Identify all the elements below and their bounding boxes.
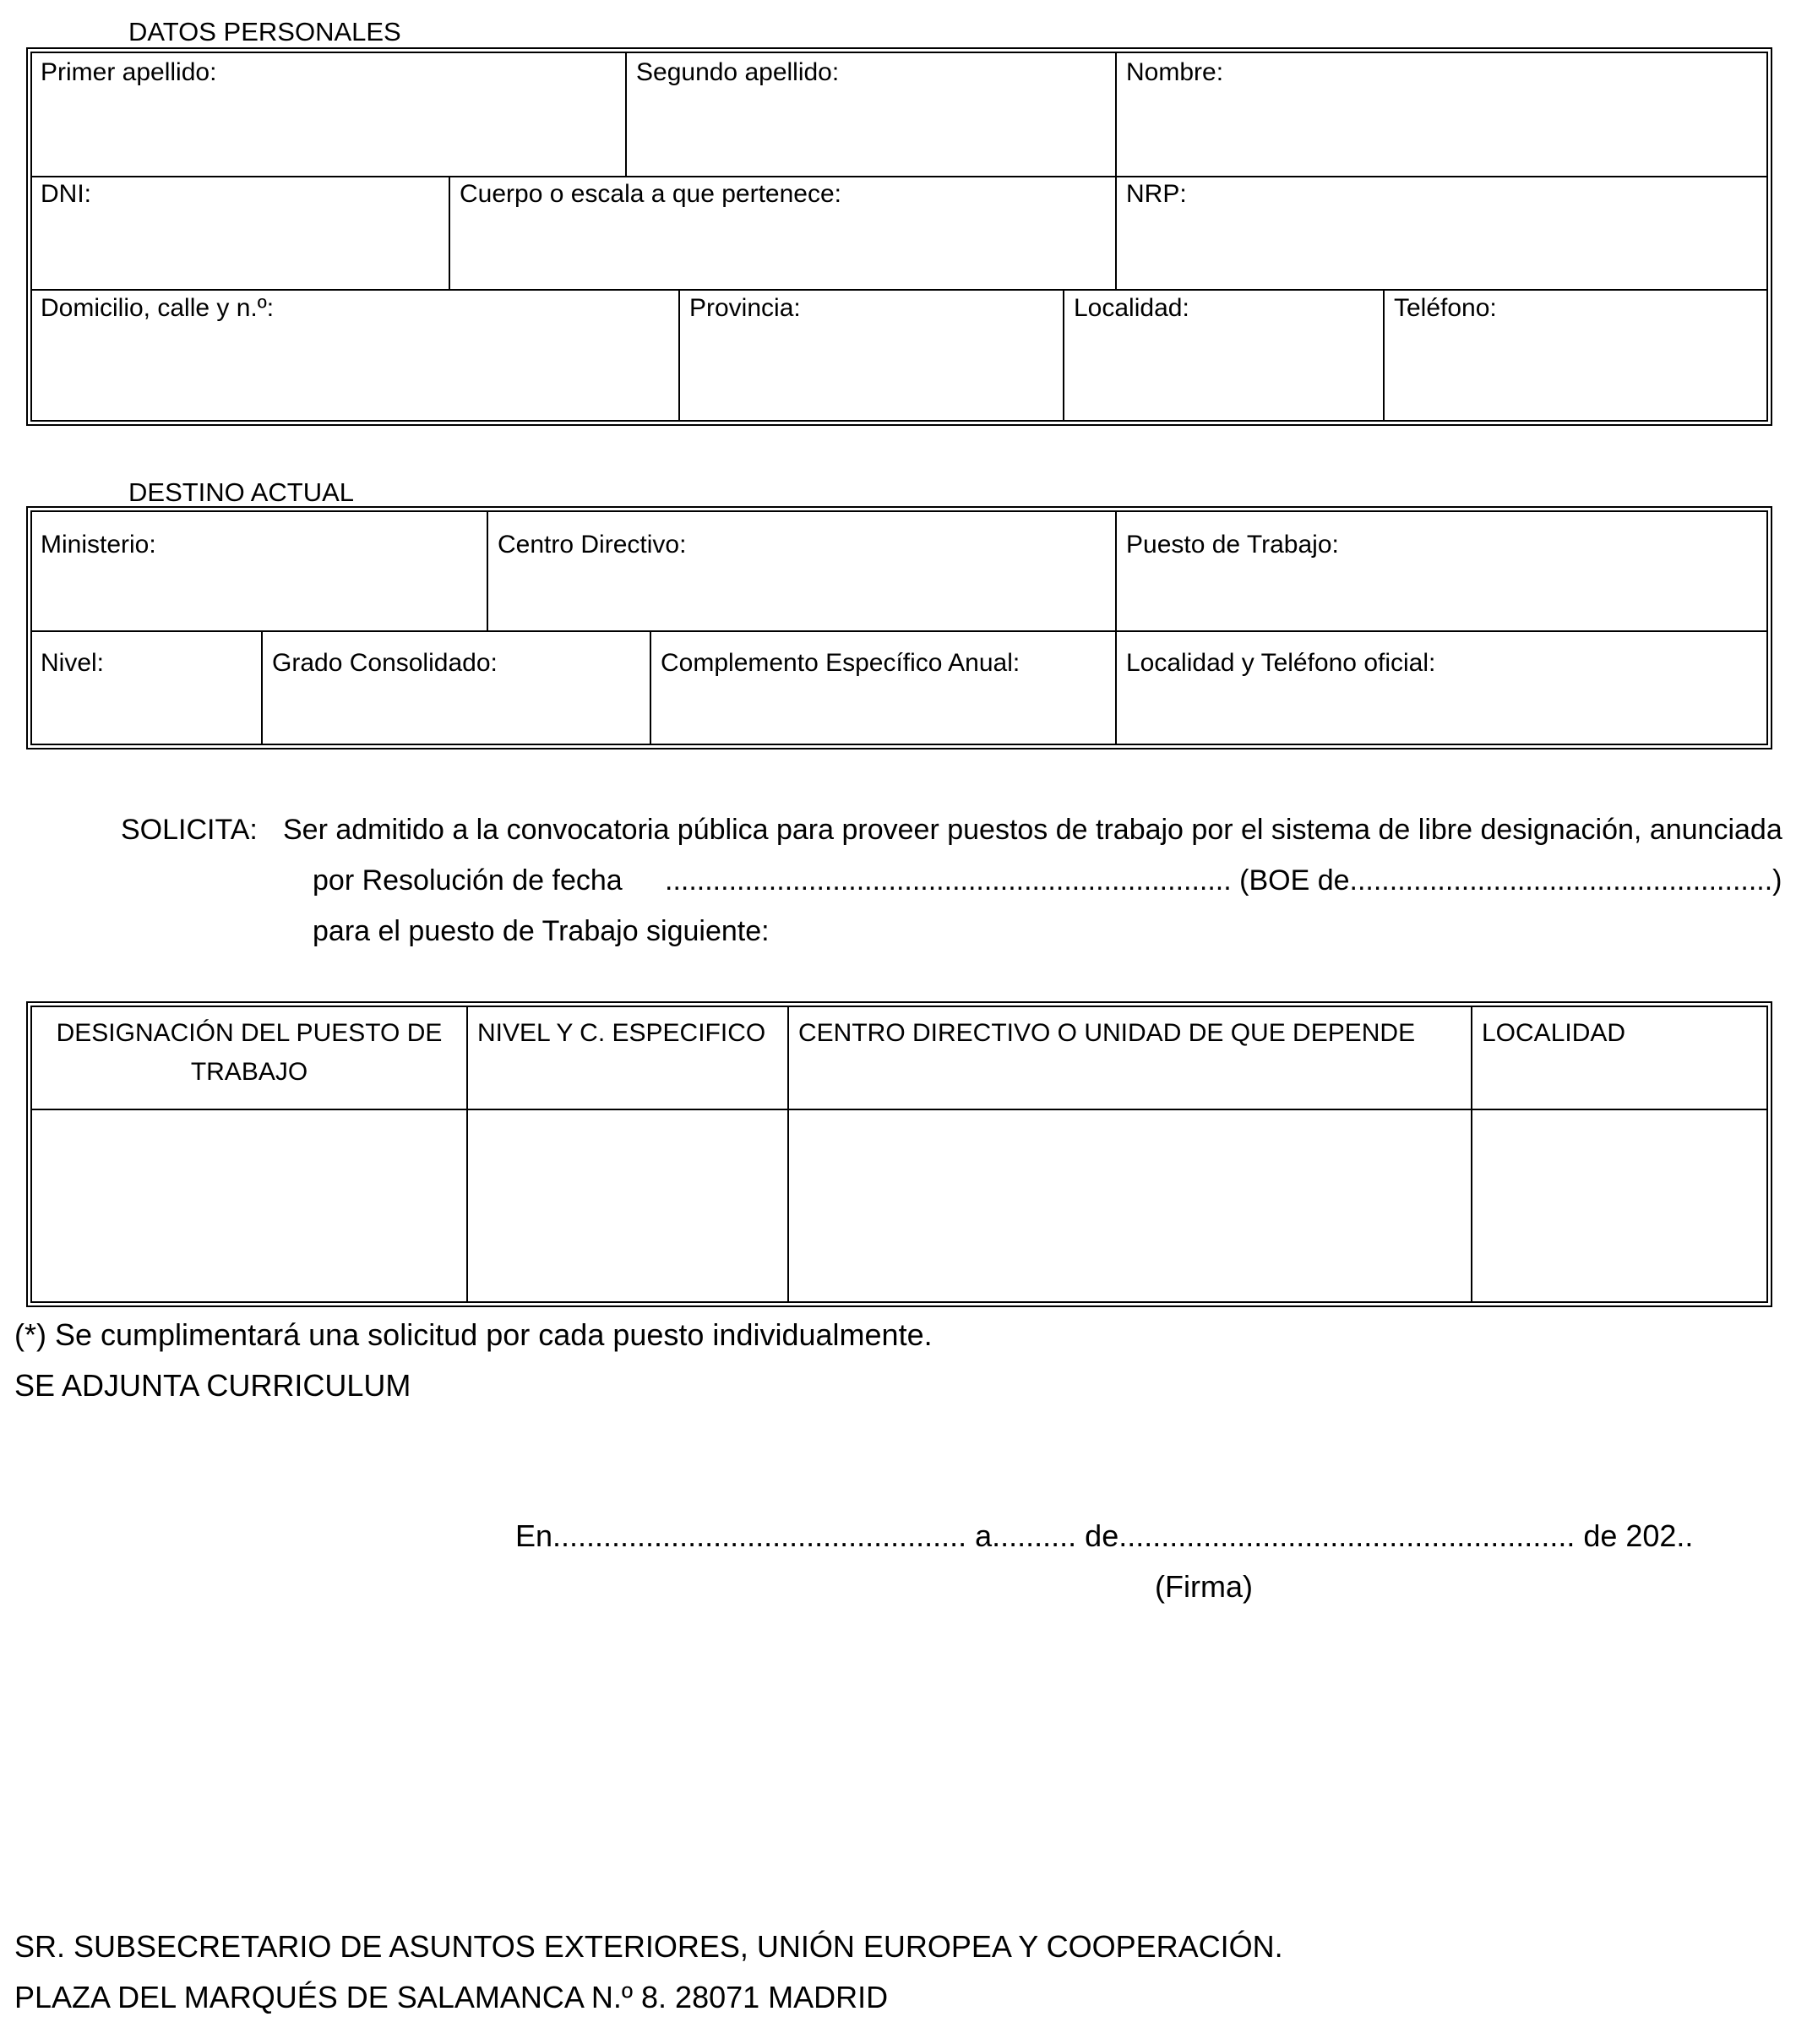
localidad-field[interactable]: Localidad: xyxy=(1074,294,1189,322)
designacion-input-cell[interactable] xyxy=(34,1112,465,1302)
nombre-field[interactable]: Nombre: xyxy=(1126,58,1224,86)
solicita-line-2b: ....................................................................... (BOE de.....................................................) xyxy=(665,864,1782,897)
col-divider xyxy=(650,630,651,744)
row-divider xyxy=(32,289,1766,291)
col-divider xyxy=(1115,176,1117,289)
col-divider xyxy=(1471,1007,1472,1301)
provincia-field[interactable]: Provincia: xyxy=(689,294,801,322)
segundo-apellido-field[interactable]: Segundo apellido: xyxy=(636,58,840,86)
nivel-field[interactable]: Nivel: xyxy=(41,649,105,677)
place-date-line[interactable]: En................................................. a.......... de...................................................... de 202.. xyxy=(515,1518,1694,1553)
header-designacion: DESIGNACIÓN DEL PUESTO DE TRABAJO xyxy=(56,1019,443,1086)
col-divider xyxy=(261,630,263,744)
solicita-line-2a: por Resolución de fecha xyxy=(313,864,623,897)
localidad-input-cell[interactable] xyxy=(1474,1112,1765,1302)
col-divider xyxy=(1115,53,1117,176)
grado-consolidado-field[interactable]: Grado Consolidado: xyxy=(272,649,498,677)
header-localidad: LOCALIDAD xyxy=(1482,1019,1626,1047)
centro-directivo-field[interactable]: Centro Directivo: xyxy=(498,531,687,559)
datos-personales-inner-border xyxy=(30,52,1768,422)
telefono-field[interactable]: Teléfono: xyxy=(1394,294,1497,322)
col-divider xyxy=(1383,289,1385,420)
solicita-line-3: para el puesto de Trabajo siguiente: xyxy=(313,915,770,947)
row-divider xyxy=(32,176,1766,177)
puesto-trabajo-field[interactable]: Puesto de Trabajo: xyxy=(1126,531,1339,559)
firma-label: (Firma) xyxy=(1155,1569,1253,1604)
datos-personales-table xyxy=(26,47,1772,426)
col-divider xyxy=(449,176,450,289)
col-divider xyxy=(625,53,627,176)
primer-apellido-field[interactable]: Primer apellido: xyxy=(41,58,217,86)
puesto-table-inner-border xyxy=(30,1006,1768,1303)
header-centro-directivo: CENTRO DIRECTIVO O UNIDAD DE QUE DEPENDE xyxy=(798,1019,1416,1047)
note-curriculum: SE ADJUNTA CURRICULUM xyxy=(14,1368,411,1403)
header-divider xyxy=(32,1109,1766,1110)
destinatario-line-1: SR. SUBSECRETARIO DE ASUNTOS EXTERIORES, UNIÓN EUROPEA Y COOPERACIÓN. xyxy=(14,1929,1283,1964)
destino-actual-table xyxy=(26,506,1772,749)
nivel-input-cell[interactable] xyxy=(470,1112,786,1302)
localidad-telefono-oficial-field[interactable]: Localidad y Teléfono oficial: xyxy=(1126,649,1436,677)
col-divider xyxy=(1115,512,1117,630)
col-divider xyxy=(678,289,680,420)
col-divider xyxy=(487,512,488,630)
puesto-table xyxy=(26,1001,1772,1307)
solicita-line-1: Ser admitido a la convocatoria pública para proveer puestos de trabajo por el sistema de libre designación, anunciada xyxy=(283,814,1782,846)
datos-personales-title: DATOS PERSONALES xyxy=(128,17,401,46)
destinatario-line-2: PLAZA DEL MARQUÉS DE SALAMANCA N.º 8. 28071 MADRID xyxy=(14,1980,889,2014)
dni-field[interactable]: DNI: xyxy=(41,180,91,208)
centro-input-cell[interactable] xyxy=(791,1112,1469,1302)
header-nivel-c-especifico: NIVEL Y C. ESPECIFICO xyxy=(477,1019,766,1047)
ministerio-field[interactable]: Ministerio: xyxy=(41,531,156,559)
solicita-label: SOLICITA: xyxy=(121,814,258,846)
row-divider xyxy=(32,630,1766,632)
note-solicitud: (*) Se cumplimentará una solicitud por cada puesto individualmente. xyxy=(14,1317,933,1352)
col-divider xyxy=(1115,630,1117,744)
destino-actual-inner-border xyxy=(30,510,1768,745)
cuerpo-escala-field[interactable]: Cuerpo o escala a que pertenece: xyxy=(460,180,841,208)
nrp-field[interactable]: NRP: xyxy=(1126,180,1187,208)
col-divider xyxy=(1063,289,1064,420)
domicilio-field[interactable]: Domicilio, calle y n.º: xyxy=(41,294,275,322)
col-divider xyxy=(466,1007,468,1301)
destino-actual-title: DESTINO ACTUAL xyxy=(128,477,354,507)
complemento-especifico-field[interactable]: Complemento Específico Anual: xyxy=(661,649,1020,677)
col-divider xyxy=(787,1007,789,1301)
